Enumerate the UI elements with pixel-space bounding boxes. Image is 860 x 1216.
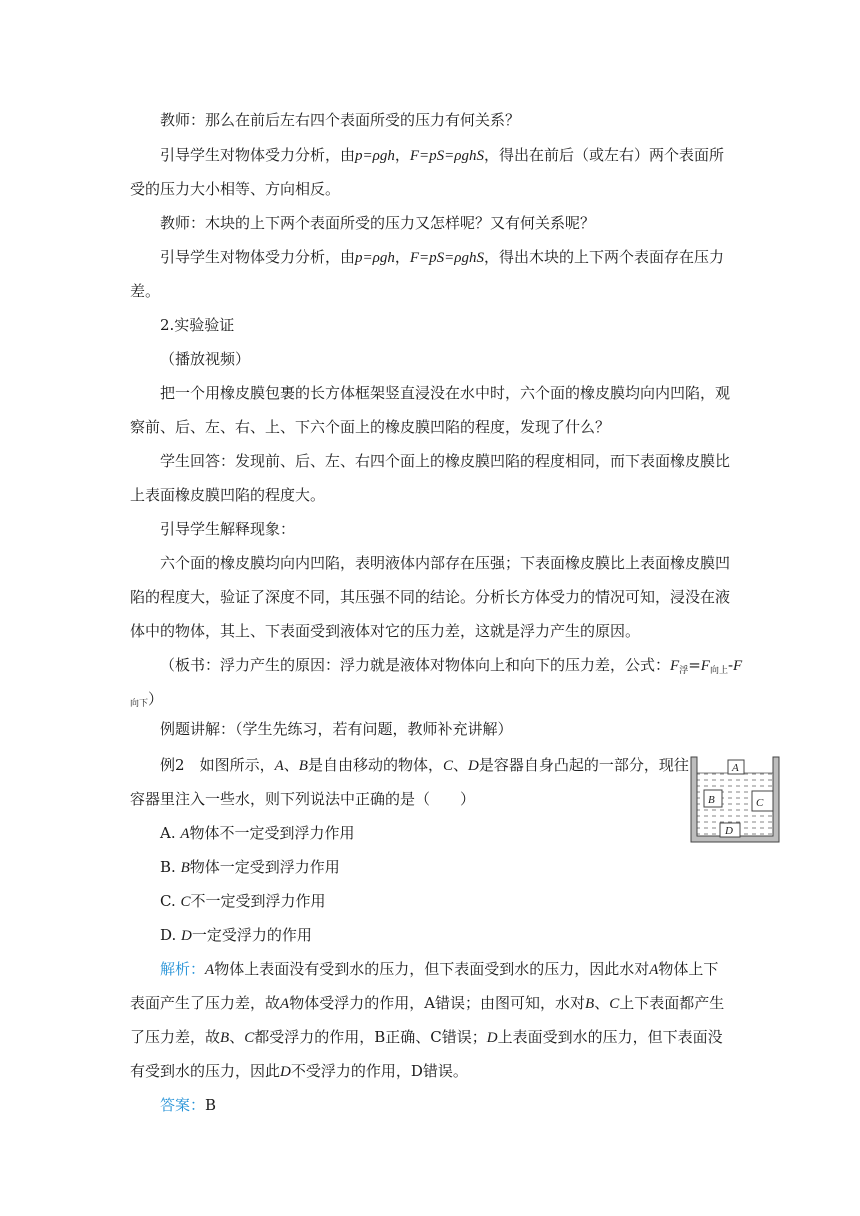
- text: ，得出在前后（或左右）两个表面所: [483, 146, 724, 164]
- text: 容器里注入一些水，则下列说法中正确的是（ ）: [130, 790, 476, 808]
- example-question-line1: [160, 755, 689, 776]
- text: 有受到水的压力，因此: [130, 1062, 281, 1080]
- text: 2.实验验证: [160, 316, 235, 334]
- answer-line: [160, 1095, 216, 1115]
- analysis-line3: [130, 1027, 723, 1048]
- text: ，: [394, 146, 410, 164]
- paragraph-experiment-line2: [130, 417, 610, 437]
- text: 、: [283, 756, 299, 774]
- text: 不受浮力的作用，D错误。: [290, 1062, 468, 1080]
- text: 了压力差，故: [130, 1028, 221, 1046]
- answer-value: B: [205, 1096, 217, 1114]
- subscript: 向下: [130, 699, 149, 709]
- text: -: [727, 656, 734, 674]
- paragraph-board-note-line2: [130, 689, 163, 712]
- text: 引导学生对物体受力分析，由: [160, 248, 356, 266]
- text: 、: [229, 1028, 245, 1046]
- subscript: 向上: [709, 666, 728, 676]
- formula: p=ρgh: [355, 250, 395, 266]
- text: 引导学生对物体受力分析，由: [160, 146, 356, 164]
- text: 如图所示，: [199, 756, 275, 774]
- var: B: [180, 860, 190, 876]
- text: 教师：木块的上下两个表面所受的压力又怎样呢？又有何关系呢？: [160, 214, 596, 232]
- label-b: B: [708, 794, 715, 806]
- var: C: [609, 996, 620, 1012]
- text: 都受浮力的作用，B正确、C错误；: [254, 1028, 487, 1046]
- label-a: A: [732, 762, 739, 774]
- var: B: [220, 1030, 230, 1046]
- analysis-label: 解析：: [160, 960, 206, 978]
- text: 陷的程度大，验证了深度不同，其压强不同的结论。分析长方体受力的情况可知，浸没在液: [130, 588, 731, 606]
- text: 物体上表面没有受到水的压力，但下表面受到水的压力，因此水对: [214, 960, 650, 978]
- text: 受的压力大小相等、方向相反。: [130, 180, 341, 198]
- formula: p=ρgh: [355, 148, 395, 164]
- section-heading-experiment: [160, 315, 234, 335]
- var: C: [442, 758, 453, 774]
- example-question-line2: [130, 789, 475, 809]
- var: B: [585, 996, 595, 1012]
- var: A: [649, 962, 659, 978]
- text: 物体上下: [658, 960, 719, 978]
- label-d: D: [725, 825, 733, 837]
- example-label: 例2: [160, 756, 185, 774]
- var: A: [280, 996, 290, 1012]
- paragraph-board-note: [160, 655, 742, 678]
- text: 是容器自身凸起的一部分，现往: [478, 756, 689, 774]
- formula: F: [733, 658, 743, 674]
- formula: F=pS=ρghS: [409, 148, 484, 164]
- text: 察前、后、左、右、上、下六个面上的橡皮膜凹陷的程度，发现了什么？: [130, 418, 611, 436]
- formula: F=pS=ρghS: [409, 250, 484, 266]
- analysis-line4: [130, 1061, 468, 1082]
- text: 、: [452, 756, 468, 774]
- var: A: [205, 962, 215, 978]
- paragraph-guide-1-line1: [160, 145, 724, 166]
- container-figure: [688, 753, 782, 845]
- formula: F: [670, 658, 680, 674]
- var: D: [486, 1030, 498, 1046]
- paragraph-guide-2-line1: [160, 247, 724, 268]
- text: 、: [594, 994, 610, 1012]
- var: C: [180, 894, 191, 910]
- option-d: [160, 925, 312, 946]
- analysis-line1: [160, 959, 718, 980]
- text: 差。: [130, 282, 161, 300]
- option-letter: D.: [160, 926, 182, 944]
- var: D: [467, 758, 479, 774]
- option-letter: B.: [160, 858, 181, 876]
- paragraph-play-video: [160, 349, 250, 369]
- option-text: 不一定受到浮力作用: [190, 892, 326, 910]
- text: ，: [394, 248, 410, 266]
- paragraph-teacher-question-2: [160, 213, 595, 233]
- text: ）: [148, 690, 164, 708]
- label-c: C: [756, 797, 764, 809]
- paragraph-experiment-line1: [160, 383, 730, 403]
- paragraph-student-answer-line1: [160, 451, 730, 471]
- option-letter: C.: [160, 892, 181, 910]
- paragraph-explanation-line3: [130, 621, 640, 641]
- paragraph-example-intro: [160, 719, 513, 739]
- paragraph-teacher-question-1: [160, 110, 520, 130]
- option-letter: A.: [160, 824, 181, 842]
- option-text: 物体一定受到浮力作用: [189, 858, 340, 876]
- text: 上表面橡皮膜凹陷的程度大。: [130, 486, 326, 504]
- text: 把一个用橡皮膜包裹的长方体框架竖直浸没在水中时，六个面的橡皮膜均向内凹陷，观: [160, 384, 731, 402]
- text: （播放视频）: [160, 350, 251, 368]
- text: 体中的物体，其上、下表面受到液体对它的压力差，这就是浮力产生的原因。: [130, 622, 641, 640]
- option-b: [160, 857, 340, 878]
- text: 上下表面都产生: [619, 994, 725, 1012]
- option-text: 物体不一定受到浮力作用: [189, 824, 355, 842]
- var: A: [274, 758, 284, 774]
- text: 是自由移动的物体，: [307, 756, 443, 774]
- option-a: [160, 823, 355, 844]
- paragraph-explanation-line1: [160, 553, 730, 573]
- formula: F: [700, 658, 710, 674]
- option-text: 一定受浮力的作用: [191, 926, 312, 944]
- var: C: [244, 1030, 255, 1046]
- var: D: [181, 928, 192, 944]
- text: 表面产生了压力差，故: [130, 994, 281, 1012]
- text: 例题讲解：（学生先练习，若有问题，教师补充讲解）: [160, 720, 513, 738]
- text: ，得出木块的上下两个表面存在压力: [483, 248, 724, 266]
- text: 上表面受到水的压力，但下表面没: [497, 1028, 723, 1046]
- answer-label: 答案：: [160, 1096, 206, 1114]
- paragraph-guide-2-line2: [130, 281, 160, 301]
- paragraph-guide-1-line2: [130, 179, 340, 199]
- text: 引导学生解释现象：: [160, 520, 296, 538]
- text: 学生回答：发现前、后、左、右四个面上的橡皮膜凹陷的程度相同，而下表面橡皮膜比: [160, 452, 731, 470]
- paragraph-guide-explain: [160, 519, 295, 539]
- text: =: [688, 656, 701, 674]
- text: 物体受浮力的作用，A错误；由图可知，水对: [289, 994, 586, 1012]
- text: （板书：浮力产生的原因：浮力就是液体对物体向上和向下的压力差，公式：: [160, 656, 671, 674]
- text: 六个面的橡皮膜均向内凹陷，表明液体内部存在压强；下表面橡皮膜比上表面橡皮膜凹: [160, 554, 731, 572]
- text: 教师：那么在前后左右四个表面所受的压力有何关系？: [160, 111, 521, 129]
- option-c: [160, 891, 326, 912]
- subscript: 浮: [679, 666, 689, 676]
- paragraph-student-answer-line2: [130, 485, 325, 505]
- var: A: [180, 826, 190, 842]
- paragraph-explanation-line2: [130, 587, 730, 607]
- analysis-line2: [130, 993, 724, 1014]
- var: D: [280, 1064, 291, 1080]
- var: B: [298, 758, 308, 774]
